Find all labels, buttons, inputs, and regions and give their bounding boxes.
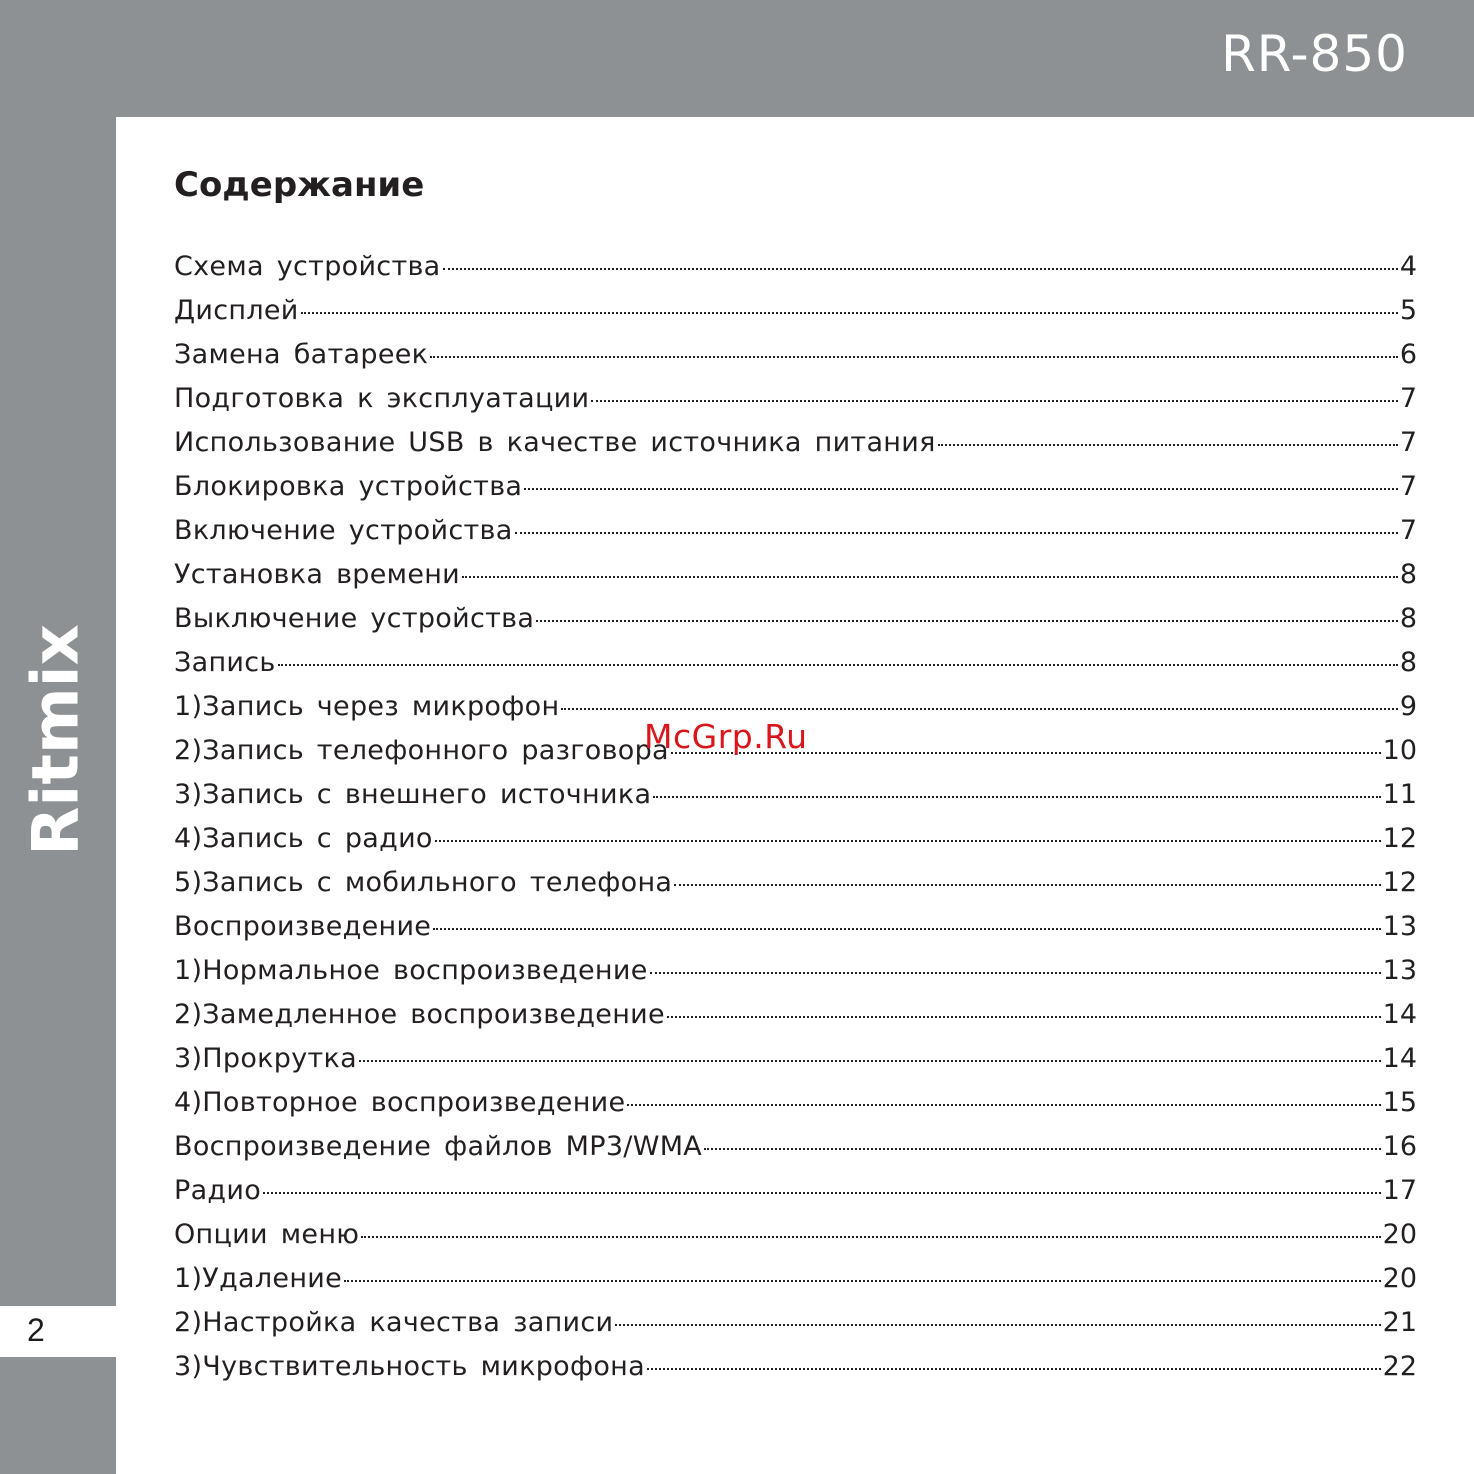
toc-entry[interactable]: [174, 383, 1417, 427]
toc-entry[interactable]: [174, 1263, 1417, 1307]
toc-entry-page: 12: [1382, 823, 1417, 854]
toc-entry-page: 7: [1399, 383, 1417, 414]
toc-entry[interactable]: [174, 251, 1417, 295]
toc-entry-label: 5)Запись с мобильного телефона: [174, 867, 673, 898]
toc-entry-page: 6: [1399, 339, 1417, 370]
toc-entry[interactable]: [174, 867, 1417, 911]
toc-entry[interactable]: [174, 1351, 1417, 1395]
toc-leader: [524, 488, 1398, 490]
toc-entry-page: 20: [1382, 1219, 1417, 1250]
toc-leader: [536, 620, 1398, 622]
toc-entry[interactable]: [174, 999, 1417, 1043]
toc-entry[interactable]: [174, 1175, 1417, 1219]
toc-entry[interactable]: [174, 955, 1417, 999]
toc-entry-label: Опции меню: [174, 1219, 360, 1250]
toc-entry-page: 10: [1382, 735, 1417, 766]
toc-entry-label: 3)Прокрутка: [174, 1043, 357, 1074]
toc-leader: [443, 268, 1398, 270]
toc-entry[interactable]: [174, 911, 1417, 955]
toc-entry-label: Воспроизведение файлов MP3/WMA: [174, 1131, 703, 1162]
toc-entry-page: 11: [1382, 779, 1417, 810]
toc-entry-label: 2)Настройка качества записи: [174, 1307, 614, 1338]
toc-leader: [561, 708, 1397, 710]
toc-entry-page: 7: [1399, 471, 1417, 502]
toc-entry-label: Замена батареек: [174, 339, 429, 370]
toc-entry-label: Установка времени: [174, 559, 461, 590]
page-number-box: [0, 1306, 116, 1357]
toc-entry-label: Блокировка устройства: [174, 471, 523, 502]
toc-entry-label: Радио: [174, 1175, 262, 1206]
toc-entry-page: 8: [1399, 559, 1417, 590]
toc-entry-label: 2)Запись телефонного разговора: [174, 735, 669, 766]
model-name: RR-850: [1221, 25, 1408, 83]
toc-leader: [704, 1148, 1381, 1150]
toc-leader: [462, 576, 1398, 578]
page-title: Содержание: [174, 165, 425, 205]
table-of-contents: [174, 251, 1417, 1395]
toc-entry-page: 9: [1399, 691, 1417, 722]
toc-entry-page: 13: [1382, 911, 1417, 942]
toc-entry-label: 3)Запись с внешнего источника: [174, 779, 652, 810]
toc-entry-label: Включение устройства: [174, 515, 513, 546]
toc-entry-page: 15: [1382, 1087, 1417, 1118]
toc-entry[interactable]: [174, 1131, 1417, 1175]
toc-entry-label: 2)Замедленное воспроизведение: [174, 999, 665, 1030]
toc-entry-label: 3)Чувствительность микрофона: [174, 1351, 645, 1382]
toc-entry[interactable]: [174, 647, 1417, 691]
toc-leader: [278, 664, 1398, 666]
toc-leader: [647, 1368, 1381, 1370]
toc-entry[interactable]: [174, 339, 1417, 383]
toc-entry-label: 4)Повторное воспроизведение: [174, 1087, 626, 1118]
toc-entry[interactable]: [174, 779, 1417, 823]
toc-entry-label: 4)Запись с радио: [174, 823, 433, 854]
toc-entry-label: 1)Запись через микрофон: [174, 691, 560, 722]
toc-entry-label: Схема устройства: [174, 251, 441, 282]
toc-entry-page: 22: [1382, 1351, 1417, 1382]
toc-leader: [627, 1104, 1380, 1106]
brand-text: Ritmix: [20, 624, 94, 856]
toc-entry-page: 21: [1382, 1307, 1417, 1338]
toc-entry[interactable]: [174, 603, 1417, 647]
toc-leader: [653, 796, 1380, 798]
toc-leader: [301, 312, 1398, 314]
toc-entry-label: 1)Удаление: [174, 1263, 343, 1294]
toc-leader: [344, 1280, 1381, 1282]
toc-entry-page: 14: [1382, 999, 1417, 1030]
toc-entry-label: Дисплей: [174, 295, 299, 326]
watermark: McGrp.Ru: [644, 717, 808, 756]
toc-entry-page: 7: [1399, 427, 1417, 458]
toc-entry[interactable]: [174, 1307, 1417, 1351]
content-sheet: [116, 117, 1474, 1474]
toc-entry-label: Подготовка к эксплуатации: [174, 383, 590, 414]
toc-leader: [359, 1060, 1381, 1062]
toc-entry-page: 16: [1382, 1131, 1417, 1162]
toc-entry-page: 20: [1382, 1263, 1417, 1294]
toc-entry[interactable]: [174, 823, 1417, 867]
toc-entry[interactable]: [174, 559, 1417, 603]
toc-leader: [650, 972, 1381, 974]
toc-entry[interactable]: [174, 295, 1417, 339]
toc-entry-page: 13: [1382, 955, 1417, 986]
toc-entry-page: 14: [1382, 1043, 1417, 1074]
toc-entry-label: Использование USB в качестве источника питания: [174, 427, 936, 458]
toc-leader: [667, 1016, 1381, 1018]
toc-entry-page: 17: [1382, 1175, 1417, 1206]
toc-leader: [430, 356, 1398, 358]
toc-leader: [361, 1236, 1380, 1238]
toc-leader: [674, 884, 1380, 886]
toc-leader: [515, 532, 1398, 534]
toc-entry-page: 7: [1399, 515, 1417, 546]
toc-entry[interactable]: [174, 1043, 1417, 1087]
toc-entry-label: Выключение устройства: [174, 603, 535, 634]
toc-entry-page: 8: [1399, 603, 1417, 634]
toc-entry[interactable]: [174, 471, 1417, 515]
toc-entry-label: Запись: [174, 647, 276, 678]
ritmix-logo: [20, 620, 100, 860]
toc-leader: [615, 1324, 1380, 1326]
toc-entry-page: 8: [1399, 647, 1417, 678]
toc-entry-label: Воспроизведение: [174, 911, 432, 942]
toc-entry[interactable]: [174, 427, 1417, 471]
page-number: 2: [27, 1312, 45, 1348]
toc-entry-page: 5: [1399, 295, 1417, 326]
toc-leader: [591, 400, 1397, 402]
toc-leader: [435, 840, 1381, 842]
toc-entry-page: 4: [1399, 251, 1417, 282]
toc-entry[interactable]: [174, 515, 1417, 559]
toc-entry-page: 12: [1382, 867, 1417, 898]
toc-leader: [433, 928, 1380, 930]
toc-entry[interactable]: [174, 1219, 1417, 1263]
toc-entry-label: 1)Нормальное воспроизведение: [174, 955, 648, 986]
toc-entry[interactable]: [174, 1087, 1417, 1131]
toc-leader: [263, 1192, 1381, 1194]
toc-leader: [938, 444, 1398, 446]
